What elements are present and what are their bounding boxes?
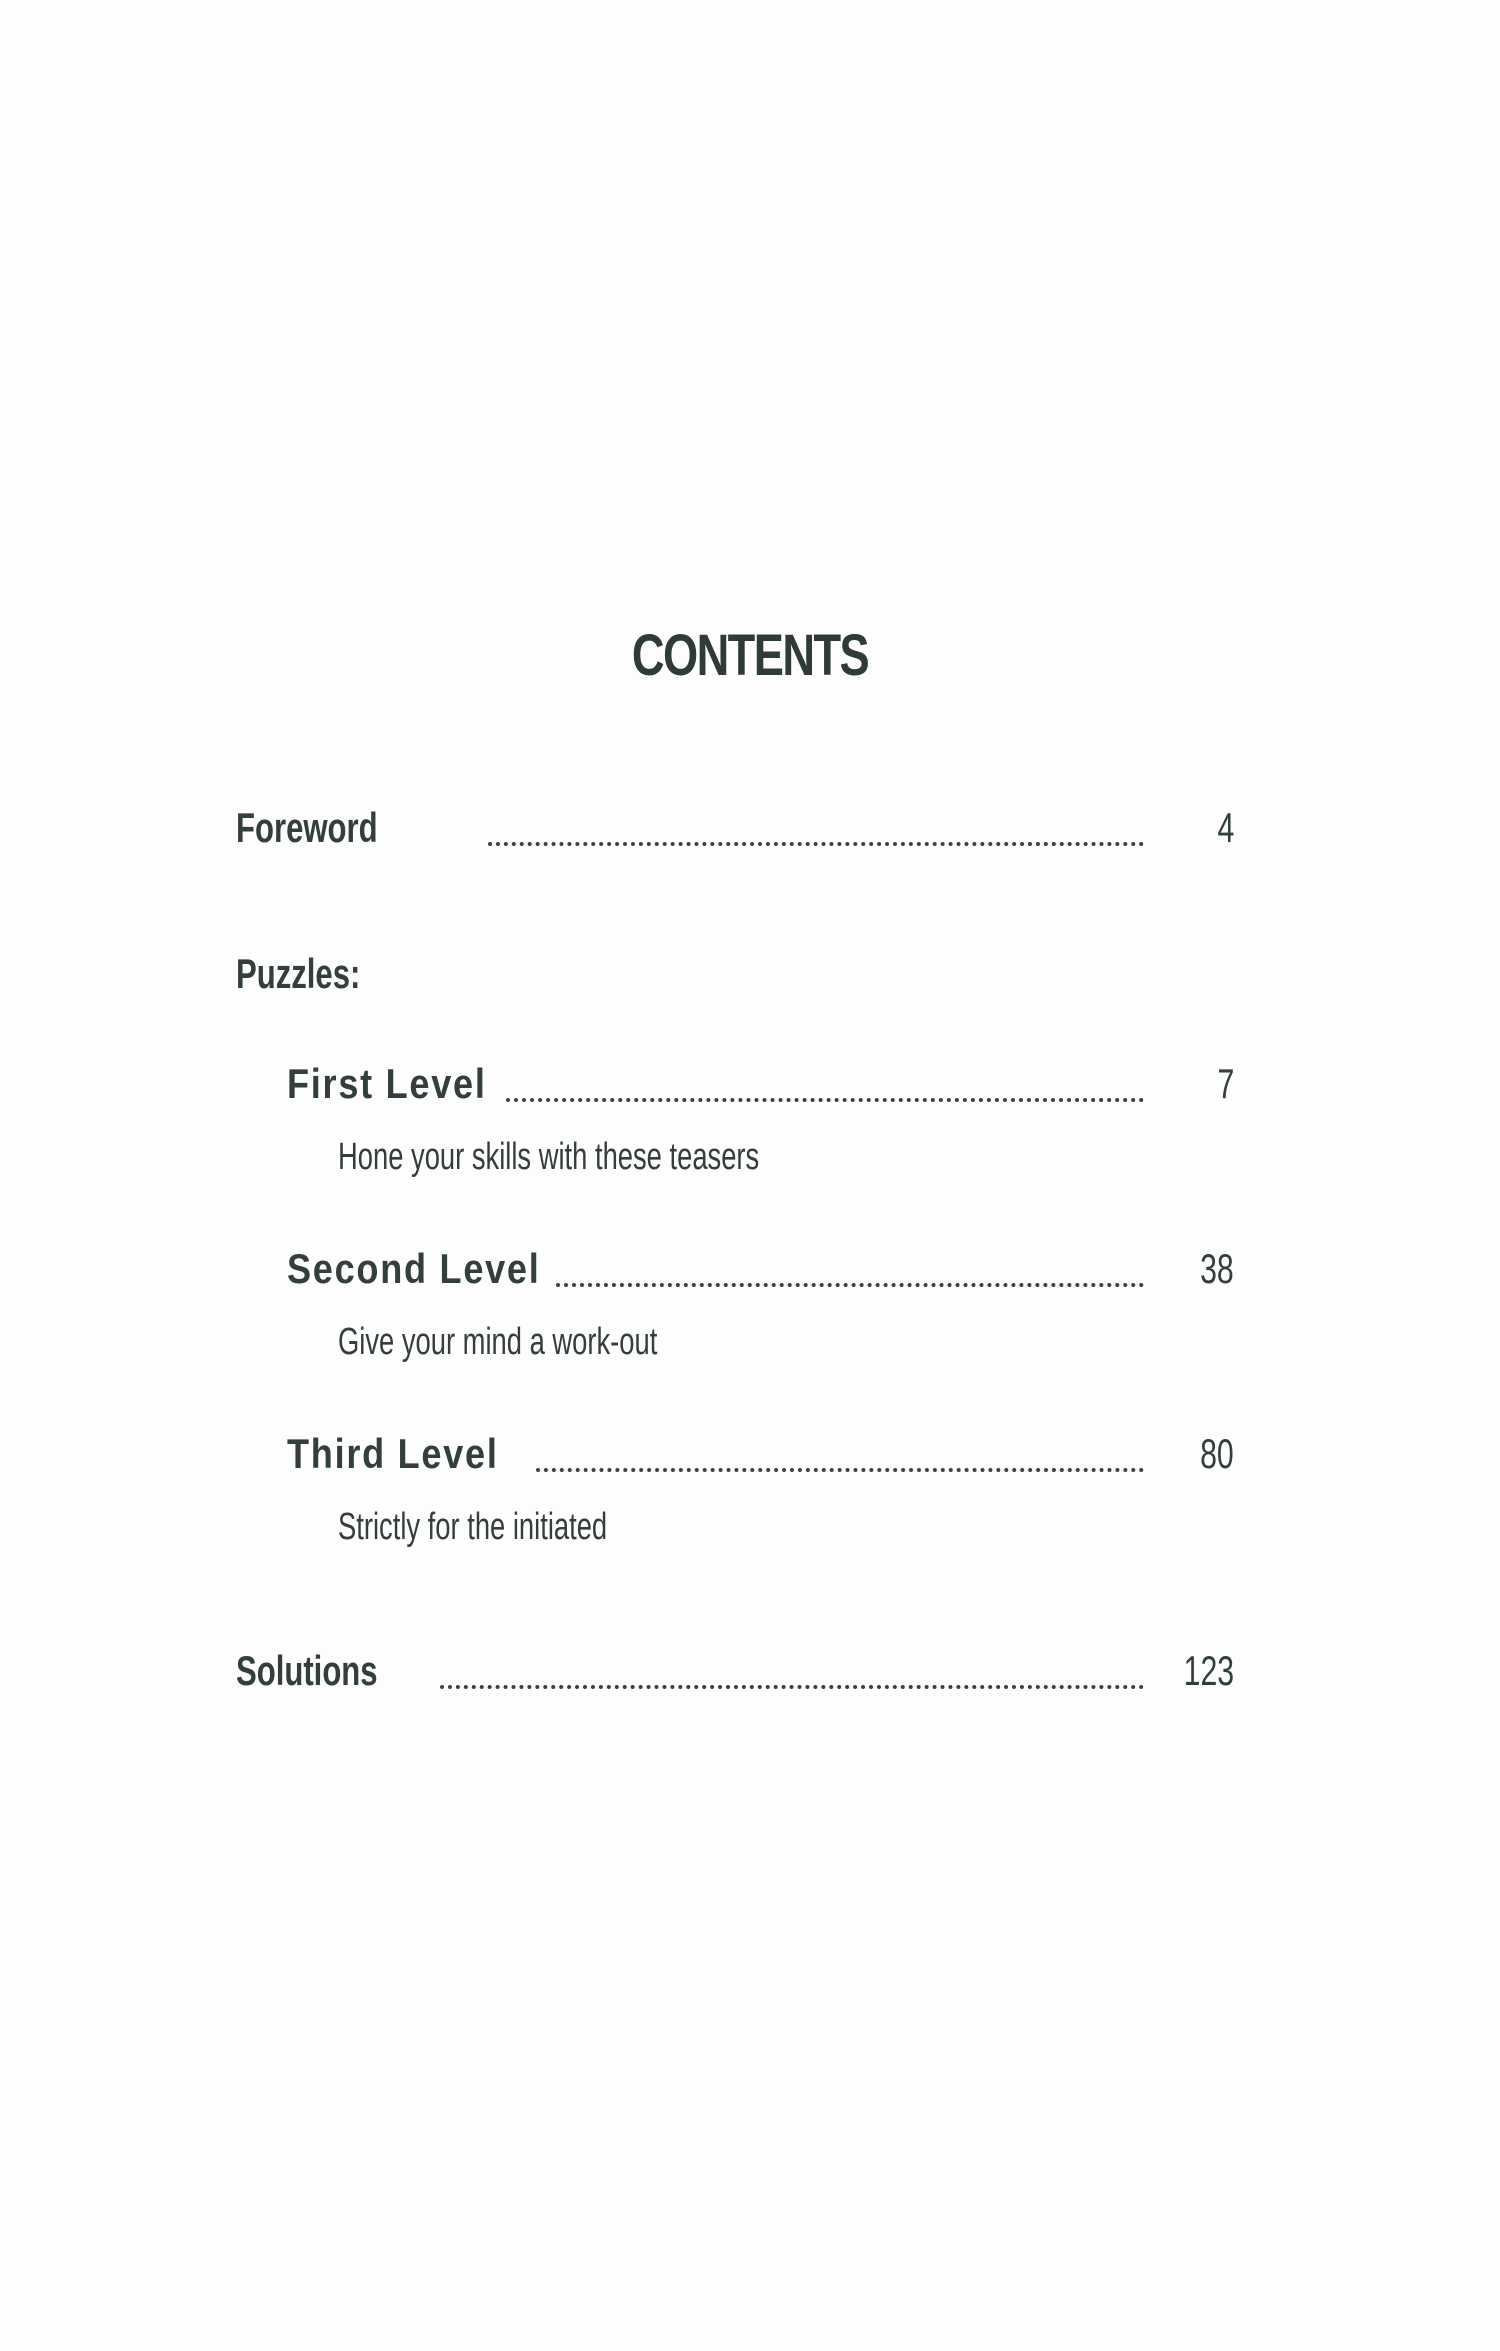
toc-entry-second-level-label: Second Level bbox=[287, 1245, 541, 1292]
toc-entry-second-level-description: Give your mind a work-out bbox=[338, 1321, 658, 1363]
toc-entry-third-level-description: Strictly for the initiated bbox=[338, 1506, 608, 1548]
toc-entry-first-level-description: Hone your skills with these teasers bbox=[338, 1136, 760, 1178]
page-title: CONTENTS bbox=[631, 623, 869, 688]
toc-leader-first-level bbox=[506, 1098, 1144, 1102]
toc-entry-foreword-page: 4 bbox=[1217, 804, 1234, 851]
toc-entry-second-level-page: 38 bbox=[1200, 1245, 1234, 1292]
toc-entry-solutions-label: Solutions bbox=[236, 1647, 378, 1694]
toc-entry-solutions-page: 123 bbox=[1183, 1647, 1234, 1694]
toc-leader-second-level bbox=[556, 1283, 1144, 1287]
toc-leader-foreword bbox=[488, 842, 1144, 846]
toc-entry-third-level-label: Third Level bbox=[287, 1430, 499, 1477]
toc-entry-third-level-page: 80 bbox=[1200, 1430, 1234, 1477]
toc-entry-first-level-page: 7 bbox=[1217, 1060, 1234, 1107]
toc-section-puzzles-label: Puzzles: bbox=[236, 950, 361, 997]
toc-entry-foreword-label: Foreword bbox=[236, 804, 378, 851]
toc-entry-first-level-label: First Level bbox=[287, 1060, 487, 1107]
toc-leader-solutions bbox=[440, 1685, 1144, 1689]
toc-leader-third-level bbox=[536, 1468, 1144, 1472]
